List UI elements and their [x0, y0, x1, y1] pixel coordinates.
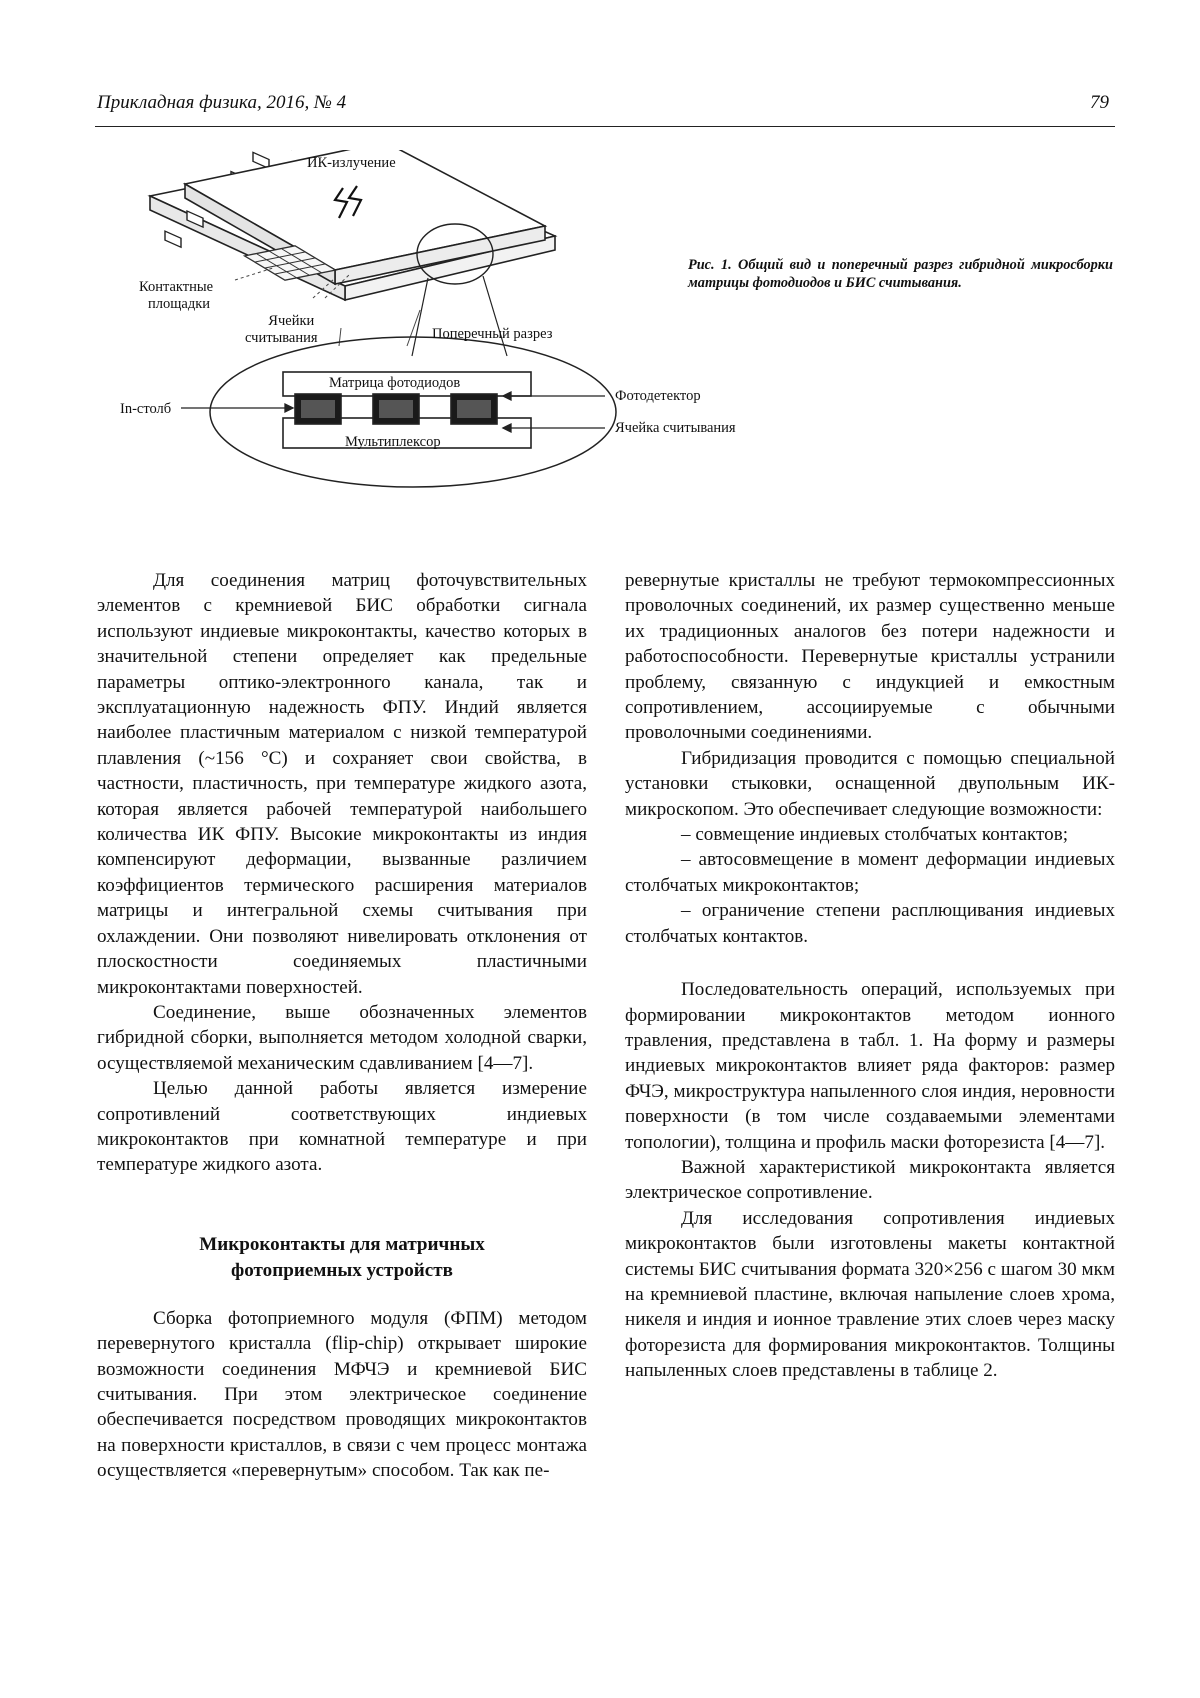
label-contact-pads: [139, 279, 213, 313]
paragraph: Важной характеристикой микроконтакта является электрическое сопротивление.: [625, 1156, 1115, 1204]
list-item: – автосовмещение в момент деформации индиевых столбчатых микроконтактов;: [625, 849, 1115, 896]
label-contact-pads-line2: площадки: [148, 296, 211, 312]
label-cross-section: Поперечный разрез: [432, 326, 553, 342]
right-column: [625, 568, 1115, 1384]
list-item: – ограничение степени расплющивания индиевых столбчатых контактов.: [625, 900, 1115, 947]
paragraph: Целью данной работы является измерение сопротивлений соответствующих индиевых микроконтактов при комнатной температуре и при температуре жидкого азота.: [97, 1078, 587, 1176]
label-readout-cell: Ячейка считывания: [615, 420, 736, 436]
figure-1: [95, 150, 855, 550]
section-heading-line2: фотоприемных устройств: [231, 1259, 453, 1281]
hybrid-assembly-diagram: [95, 150, 855, 550]
label-ir-radiation: ИК-излучение: [307, 155, 396, 171]
running-header: [95, 92, 1115, 127]
zoom-leader-left: [412, 278, 428, 356]
figure-caption: Рис. 1. Общий вид и поперечный разрез гибридной микросборки матрицы фотодиодов и БИС считывания.: [688, 257, 1113, 291]
paragraph: Для исследования сопротивления индиевых микроконтактов были изготовлены макеты контактной системы БИС считывания формата 320×256 с шагом 30 мкм на кремниевой пластине, включая напыление слоев хрома, никеля и индия и ионное травление этих слоев через маску фоторезиста для формирования микроконтактов. Толщины напыленных слоев представлены в таблице 2.: [625, 1207, 1115, 1382]
journal-title: Прикладная физика, 2016, № 4: [97, 92, 347, 113]
paragraph: Сборка фотоприемного модуля (ФПМ) методом перевернутого кристалла (flip-chip) открывает широкие возможности соединения МФЧЭ и кремниевой БИС считывания. При этом электрическое соединение обеспечивается посредством проводящих микроконтактов на поверхности кристаллов, в связи с чем процесс монтажа осуществляется «перевернутым» способом. Так как пе-: [97, 1307, 587, 1482]
section-heading: [97, 1232, 587, 1284]
label-multiplexer: Мультиплексор: [345, 434, 441, 450]
list-item: – совмещение индиевых столбчатых контактов;: [681, 824, 1069, 846]
label-contact-pads-line1: Контактные: [139, 279, 214, 295]
label-readout-cells-line2: считывания: [245, 330, 318, 346]
paragraph: Соединение, выше обозначенных элементов гибридной сборки, выполняется методом холодной сварки, осуществляемой механическим сдавливанием [4—7].: [97, 1001, 587, 1074]
paragraph: Последовательность операций, используемых при формировании микроконтактов методом ионного травления, представлена в табл. 1. На форму и размеры индиевых микроконтактов влияет ряда факторов: размер ФЧЭ, микроструктура напыленного слоя индия, неровности поверхности (в том числе создаваемыми элементами топологии), толщина и профиль маски фоторезиста [4—7].: [625, 979, 1115, 1153]
paragraph: ревернутые кристаллы не требуют термокомпрессионных проволочных соединений, их размер существенно меньше их традиционных аналогов без потери надежности и работоспособности. Перевернутые кристаллы устранили проблему, связанную с индукцией и емкостным сопротивлением, ассоциируемые с обычными проволочными соединениями.: [625, 570, 1115, 744]
page-number: 79: [1090, 92, 1109, 113]
label-readout-cells: [245, 313, 318, 347]
label-readout-cells-line1: Ячейки: [268, 313, 315, 329]
paragraph: Для соединения матриц фоточувствительных элементов с кремниевой БИС обработки сигнала используют индиевые микроконтакты, качество которых в значительной степени определяет как предельные параметры оптико-электронного канала, так и эксплуатационную надежность ФПУ. Индий является наиболее пластичным материалом с низкой температурой плавления (~156 °С) и сохраняет свои свойства, в частности, пластичность, при температуре жидкого азота, которая является рабочей температурой наибольшего количества ИК ФПУ. Высокие микроконтакты из индия компенсируют деформации, вызванные различием коэффициентов термического расширения материалов матрицы и интегральной схемы считывания при охлаждении. Они позволяют нивелировать отклонения от плоскостности соединяемых пластичными микроконтактами поверхностей.: [97, 570, 587, 998]
label-in-column: In-столб: [120, 401, 172, 417]
label-photodiode-matrix: Матрица фотодиодов: [329, 375, 461, 391]
label-photodetector: Фотодетектор: [615, 388, 701, 404]
left-column: [97, 568, 587, 1484]
paragraph: Гибридизация проводится с помощью специальной установки стыковки, оснащенной двупольным ИК-микроскопом. Это обеспечивает следующие возможности:: [625, 747, 1115, 820]
section-heading-line1: Микроконтакты для матричных: [199, 1233, 485, 1255]
paragraph-gap: [625, 949, 1115, 977]
